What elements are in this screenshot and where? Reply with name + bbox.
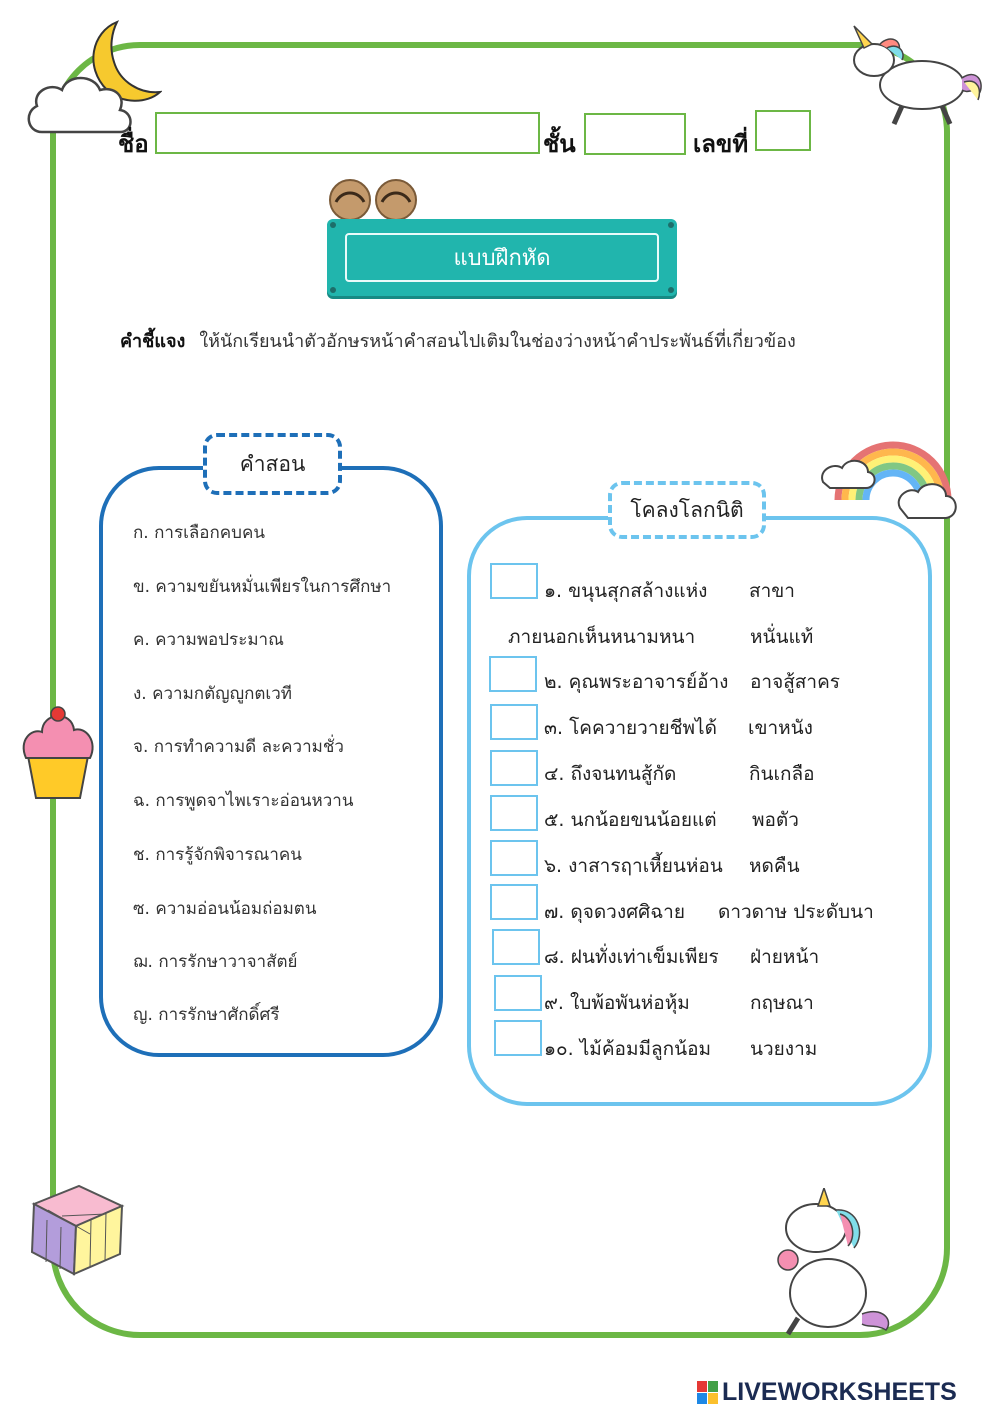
corner-dot — [330, 287, 336, 293]
proverb-line-second: พอตัว — [752, 809, 799, 831]
proverb-line-first: ๖. งาสารฤาเหี้ยนห่อน — [544, 855, 723, 877]
teaching-item: ซ. ความอ่อนน้อมถ่อมตน — [133, 899, 317, 919]
proverb-line-second: ดาวดาษ ประดับนา — [718, 901, 874, 923]
proverb-line-first: ภายนอกเห็นหนามหนา — [508, 626, 696, 648]
teaching-item: ก. การเลือกคบคน — [133, 523, 265, 543]
answer-box-6[interactable] — [490, 840, 538, 876]
name-field[interactable] — [155, 112, 540, 154]
proverb-line-second: อาจสู้สาคร — [750, 671, 840, 693]
corner-dot — [668, 222, 674, 228]
answer-box-1[interactable] — [490, 563, 538, 599]
proverb-line-first: ๘. ฝนทั่งเท่าเข็มเพียร — [544, 946, 719, 968]
answer-box-7[interactable] — [490, 884, 538, 920]
watermark: LIVEWORKSHEETS — [722, 1378, 957, 1406]
cupcake-icon — [18, 700, 98, 810]
unicorn-top-icon — [832, 20, 987, 130]
proverb-line-first: ๑. ขนุนสุกสล้างแห่ง — [544, 580, 708, 602]
number-field[interactable] — [755, 110, 811, 151]
teaching-item: ง. ความกตัญญูกตเวที — [133, 684, 292, 704]
bun-icon — [328, 178, 420, 222]
answer-box-5[interactable] — [490, 795, 538, 831]
answer-box-10[interactable] — [494, 1020, 542, 1056]
proverb-line-first: ๑๐. ไม้ค้อมมีลูกน้อม — [544, 1038, 712, 1060]
proverb-line-second: หดคืน — [749, 855, 800, 877]
teaching-item: ช. การรู้จักพิจารณาคน — [133, 845, 302, 865]
proverb-line-second: กินเกลือ — [749, 763, 815, 785]
proverb-line-first: ๓. โคควายวายชีพได้ — [544, 717, 717, 739]
unicorn-sitting-icon — [758, 1188, 898, 1338]
rainbow-icon — [818, 420, 968, 530]
teaching-item: จ. การทำความดี ละความชั่ว — [133, 737, 344, 757]
page-title: แบบฝึกหัด — [345, 233, 659, 282]
proverb-line-second: กฤษณา — [750, 992, 814, 1014]
title-banner — [327, 219, 677, 296]
proverb-line-first: ๕. นกน้อยขนน้อยแต่ — [544, 809, 717, 831]
name-label: ชื่อ — [118, 130, 149, 158]
proverb-line-first: ๒. คุณพระอาจารย์อ้าง — [544, 671, 729, 693]
corner-dot — [330, 222, 336, 228]
teaching-item: ญ. การรักษาศักดิ์ศรี — [133, 1005, 280, 1025]
proverb-line-second: นวยงาม — [750, 1038, 818, 1060]
answer-box-4[interactable] — [490, 750, 538, 786]
number-label: เลขที่ — [693, 130, 749, 158]
instruction — [120, 326, 900, 355]
answer-box-2[interactable] — [489, 656, 537, 692]
rubiks-cube-icon — [24, 1174, 129, 1279]
teaching-item: ฌ. การรักษาวาจาสัตย์ — [133, 952, 298, 972]
proverb-line-first: ๙. ใบพ้อพันห่อหุ้ม — [544, 992, 690, 1014]
liveworksheets-logo-icon — [697, 1381, 719, 1405]
corner-dot — [668, 287, 674, 293]
proverbs-heading: โคลงโลกนิติ — [608, 481, 766, 539]
proverb-line-second: เขาหนัง — [748, 717, 813, 739]
teachings-heading: คำสอน — [203, 433, 342, 495]
class-label: ชั้น — [543, 130, 576, 158]
proverb-line-first: ๔. ถึงจนทนสู้กัด — [544, 763, 677, 785]
answer-box-8[interactable] — [492, 929, 540, 965]
teaching-item: ข. ความขยันหมั่นเพียรในการศึกษา — [133, 577, 392, 597]
proverb-line-second: ฝ่ายหน้า — [750, 946, 820, 968]
class-field[interactable] — [584, 113, 686, 155]
teaching-item: ฉ. การพูดจาไพเราะอ่อนหวาน — [133, 791, 354, 811]
teaching-item: ค. ความพอประมาณ — [133, 630, 284, 650]
proverb-line-second: สาขา — [749, 580, 795, 602]
instruction-text: ให้นักเรียนนำตัวอักษรหน้าคำสอนไปเติมในช่องว่างหน้าคำประพันธ์ที่เกี่ยวข้อง — [199, 331, 796, 352]
proverb-line-second: หนั่นแท้ — [750, 626, 814, 648]
instruction-label: คำชี้แจง — [120, 331, 186, 352]
answer-box-3[interactable] — [490, 704, 538, 740]
proverb-line-first: ๗. ดุจดวงศศิฉาย — [544, 901, 685, 923]
answer-box-9[interactable] — [494, 975, 542, 1011]
